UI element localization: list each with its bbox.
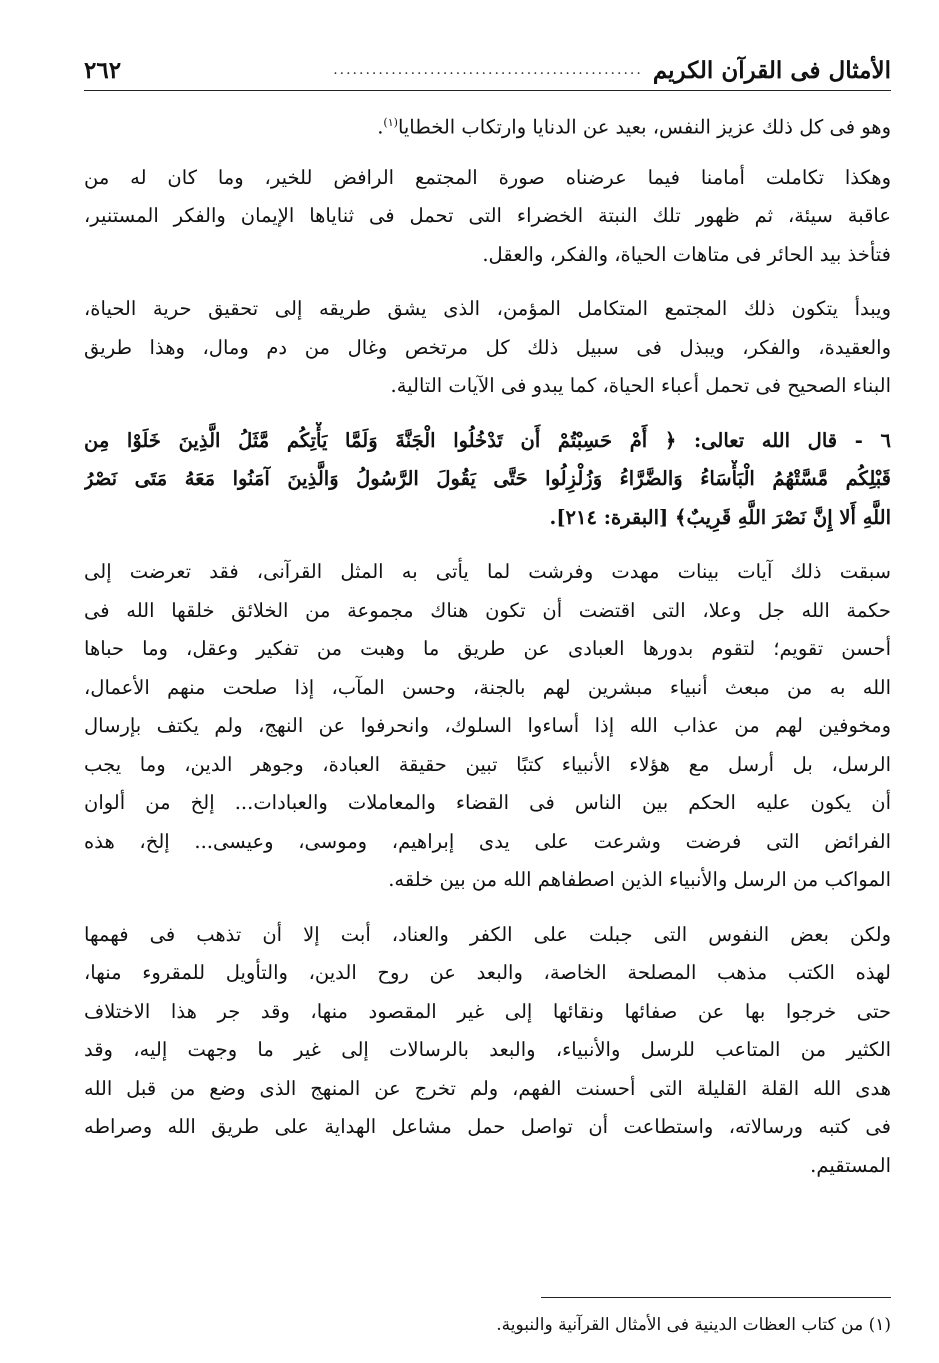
text-line	[84, 236, 891, 275]
line-text: ومخوفين لهم من عذاب الله إذا أساءوا السلوك، وانحرفوا عن النهج، ولم يكتف بإرسال	[84, 714, 891, 737]
book-title: الأمثال فى القرآن الكريم	[652, 56, 891, 84]
line-text: وهكذا تكاملت أمامنا فيما عرضناه صورة المجتمع الرافض للخير، وما كان له من	[84, 165, 891, 189]
text-line	[84, 630, 891, 669]
line-text: الرسل، بل أرسل مع هؤلاء الأنبياء كتبًا تبين حقيقة العبادة، وجوهر الدين، وما يجب	[84, 752, 891, 776]
text-line	[84, 553, 891, 592]
footnote: (١) من كتاب العظات الدينية فى الأمثال القرآنية والنبوية.	[496, 1315, 891, 1335]
line-text: أحسن تقويم؛ لتقوم بدورها العبادى عن طريق ما وهبت من تفكير وعقل، وما حباها	[84, 637, 891, 660]
line-text: عاقبة سيئة، ثم ظهور تلك النبتة الخضراء التى تحمل فى ثناياها الإيمان والفكر المستنير،	[84, 204, 891, 227]
text-line	[84, 422, 891, 461]
text-line	[84, 159, 891, 198]
line-text: والعقيدة، والفكر، ويبذل فى سبيل ذلك كل مرتخص وغال من دم ومال، وهذا طريق	[84, 335, 891, 359]
running-header	[84, 50, 891, 91]
paragraph	[84, 916, 891, 1186]
line-text: المواكب من الرسل والأنبياء الذين اصطفاهم الله من بين خلقه.	[388, 868, 891, 891]
paragraph	[84, 104, 891, 143]
line-text: هدى الله القلة القليلة التى أحسنت الفهم، ولم تخرج عن المنهج الذى وضع من قبل الله	[84, 1076, 891, 1100]
text-line	[84, 1070, 891, 1109]
footnote-divider	[541, 1297, 891, 1298]
line-text: الله به من مبعث أنبياء مبشرين لهم بالجنة، وحسن المآب، إذا صلحت منهم الأعمال،	[84, 675, 891, 699]
page-number: ٢٦٢	[84, 56, 122, 84]
line-text: البناء الصحيح فى تحمل أعباء الحياة، كما يبدو فى الآيات التالية.	[390, 374, 891, 397]
line-text: فتأخذ بيد الحائر فى متاهات الحياة، والفكر، والعقل.	[482, 242, 891, 266]
text-line	[84, 861, 891, 900]
line-text: الكثير من المتاعب للرسل والأنبياء، والبعد بالرسالات إلى غير ما وجهت إليه، وقد	[84, 1038, 891, 1061]
text-line	[84, 104, 891, 143]
text-line	[84, 197, 891, 236]
text-line	[84, 916, 891, 955]
text-line	[84, 290, 891, 329]
text-line	[84, 460, 891, 499]
line-text: سبقت ذلك آيات بينات مهدت وفرشت لما يأتى به المثل القرآنى، فقد تعرضت إلى	[84, 560, 891, 583]
text-line	[84, 329, 891, 368]
line-text: حتى خرجوا بها عن صفائها ونقائها إلى غير المقصود منها، وقد جر هذا الاختلاف	[84, 999, 891, 1023]
paragraph	[84, 553, 891, 900]
line-text: لهذه الكتب مذهب المصلحة الخاصة، والبعد عن روح الدين، والتأويل للمقروء منها،	[84, 961, 891, 984]
text-line	[84, 1147, 891, 1186]
paragraph	[84, 159, 891, 275]
text-line	[84, 499, 891, 538]
line-text: قَبْلِكُم مَّسَّتْهُمُ الْبَأْسَاءُ وَالضَّرَّاءُ وَزُلْزِلُوا حَتَّى يَقُولَ الرَّسُولُ وَالَّذِينَ آمَنُوا مَعَهُ مَتَى نَصْرُ	[84, 467, 891, 490]
line-text: اللَّهِ أَلا إِنَّ نَصْرَ اللَّهِ قَرِيبٌ﴾ [البقرة: ٢١٤].	[549, 505, 891, 529]
line-text: .	[377, 115, 384, 139]
paragraph	[84, 290, 891, 406]
line-text: فى كتبه ورسالاته، واستطاعت أن تواصل حمل مشاعل الهداية على طريق الله وصراطه	[84, 1115, 891, 1138]
text-line	[84, 993, 891, 1032]
text-line	[84, 1031, 891, 1070]
text-line	[84, 954, 891, 993]
text-line	[84, 823, 891, 862]
quran-verse-paragraph	[84, 422, 891, 538]
text-line	[84, 784, 891, 823]
line-text: وهو فى كل ذلك عزيز النفس، بعيد عن الدنايا وارتكاب الخطايا	[397, 115, 891, 139]
body-text	[84, 104, 891, 1201]
line-text: ويبدأ يتكون ذلك المجتمع المتكامل المؤمن، الذى يشق طريقه إلى تحقيق حرية الحياة،	[84, 297, 891, 320]
line-text: حكمة الله جل وعلا، التى اقتضت أن تكون هناك مجموعة من الخلائق خلقها الله فى	[84, 598, 891, 622]
text-line	[84, 746, 891, 785]
footnote-reference[interactable]: (١)	[383, 116, 398, 129]
leader-dots: ................................................	[333, 62, 643, 78]
text-line	[84, 1108, 891, 1147]
text-line	[84, 592, 891, 631]
line-text: أن يكون عليه الحكم بين الناس فى القضاء والمعاملات والعبادات... إلخ من ألوان	[84, 791, 891, 814]
line-text: الفرائض التى فرضت وشرعت على يدى إبراهيم، وموسى، وعيسى... إلخ، هذه	[84, 829, 891, 853]
text-line	[84, 669, 891, 708]
line-text: المستقيم.	[810, 1153, 891, 1177]
line-text: ولكن بعض النفوس التى جبلت على الكفر والعناد، أبت إلا أن تذهب فى فهمها	[84, 922, 891, 946]
text-line	[84, 707, 891, 746]
text-line	[84, 367, 891, 406]
line-text: ٦ - قال الله تعالى: ﴿ أَمْ حَسِبْتُمْ أَن تَدْخُلُوا الْجَنَّةَ وَلَمَّا يَأْتِكُم مَّثَلُ الَّذِينَ خَلَوْا مِن	[84, 428, 891, 452]
